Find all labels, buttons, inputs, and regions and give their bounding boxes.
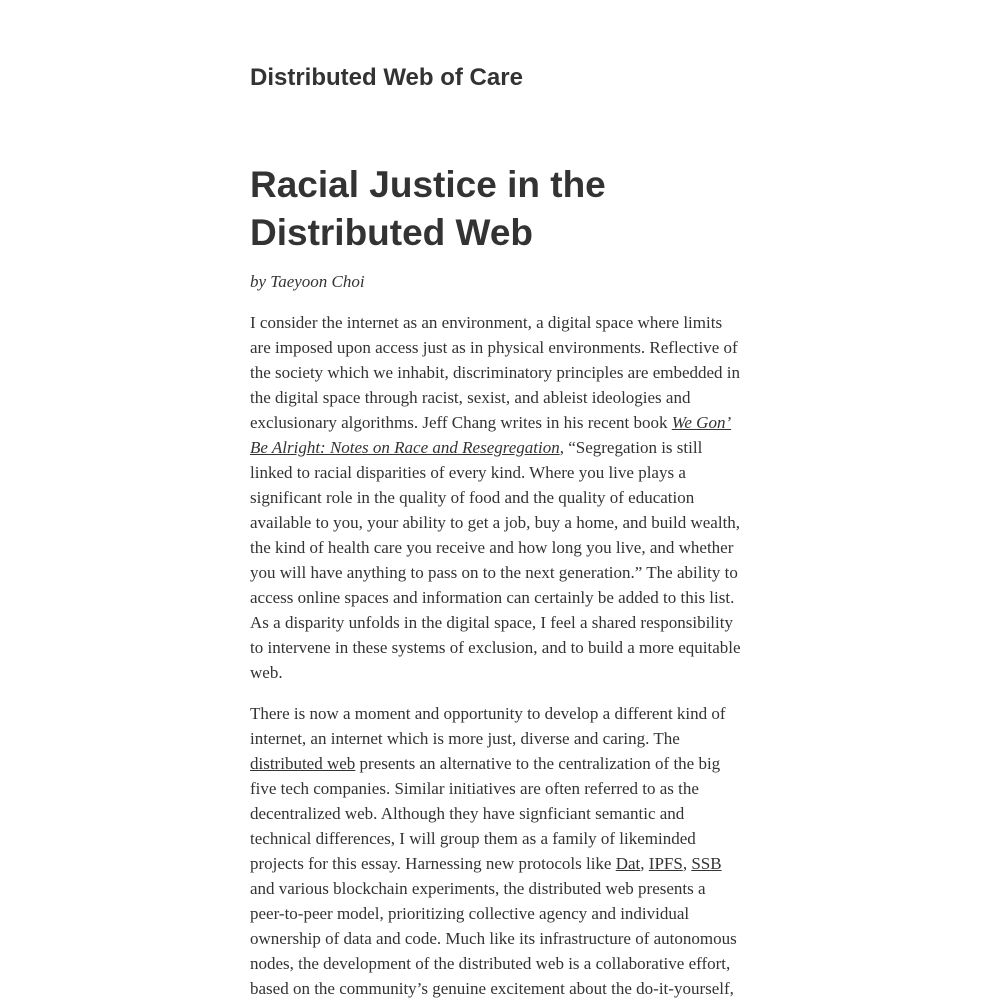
paragraph-line: the digital space through racist, sexist, and ableist ideologies and <box>250 388 691 407</box>
paragraph-line: decentralized web. Although they have signficiant semantic and <box>250 804 685 823</box>
paragraph-line: ownership of data and code. Much like its infrastructure of autonomous <box>250 929 737 948</box>
paragraph-line: based on the community’s genuine excitement about the do-it-yourself, <box>250 979 734 998</box>
dat-link[interactable]: Dat <box>615 854 641 873</box>
paragraph-line: technical differences, I will group them as a family of likeminded <box>250 829 696 848</box>
paragraph-2 <box>250 701 750 1000</box>
paragraph-line <box>250 410 750 435</box>
paragraph-line: peer-to-peer model, prioritizing collective agency and individual <box>250 904 690 923</box>
paragraph-line: nodes, the development of the distributed web is a collaborative effort, <box>250 954 731 973</box>
paragraph-line: linked to racial disparities of every kind. Where you live plays a <box>250 463 686 482</box>
byline: by Taeyoon Choi <box>250 272 365 291</box>
text-segment: exclusionary algorithms. Jeff Chang writes in his recent book <box>250 413 672 432</box>
paragraph-1 <box>250 310 750 685</box>
text-segment: projects for this essay. Harnessing new protocols like <box>250 854 616 873</box>
text-segment: presents an alternative to the centralization of the big <box>355 754 721 773</box>
paragraph-line: web. <box>250 663 283 682</box>
paragraph-line: access online spaces and information can certainly be added to this list. <box>250 588 735 607</box>
paragraph-line <box>250 435 750 460</box>
paragraph-line: the kind of health care you receive and how long you live, and whether <box>250 538 734 557</box>
paragraph-line: As a disparity unfolds in the digital space, I feel a shared responsibility <box>250 613 733 632</box>
separator: , <box>640 854 649 873</box>
paragraph-line: I consider the internet as an environment, a digital space where limits <box>250 313 723 332</box>
paragraph-line <box>250 751 750 776</box>
paragraph-line: and various blockchain experiments, the distributed web presents a <box>250 879 706 898</box>
paragraph-line: are imposed upon access just as in physical environments. Reflective of <box>250 338 738 357</box>
paragraph-line: significant role in the quality of food and the quality of education <box>250 488 695 507</box>
ipfs-link[interactable]: IPFS <box>648 854 683 873</box>
paragraph-line <box>250 851 750 876</box>
paragraph-line: the society which we inhabit, discriminatory principles are embedded in <box>250 363 741 382</box>
article-title: Racial Justice in the Distributed Web <box>250 164 606 253</box>
distributed-web-link[interactable]: distributed web <box>250 754 356 773</box>
site-title[interactable]: Distributed Web of Care <box>250 64 523 91</box>
book-link[interactable]: We Gon’ <box>671 413 732 432</box>
ssb-link[interactable]: SSB <box>691 854 722 873</box>
paragraph-line: five tech companies. Similar initiatives are often referred to as the <box>250 779 699 798</box>
paragraph-line: to intervene in these systems of exclusion, and to build a more equitable <box>250 638 741 657</box>
paragraph-line: There is now a moment and opportunity to develop a different kind of <box>250 704 726 723</box>
book-link-continued[interactable]: Be Alright: Notes on Race and Resegregation <box>250 438 560 457</box>
separator: , <box>682 854 692 873</box>
paragraph-line: available to you, your ability to get a job, buy a home, and build wealth, <box>250 513 741 532</box>
text-segment: , “Segregation is still <box>559 438 703 457</box>
paragraph-line: you will have anything to pass on to the next generation.” The ability to <box>250 563 738 582</box>
paragraph-line: internet, an internet which is more just, diverse and caring. The <box>250 729 680 748</box>
